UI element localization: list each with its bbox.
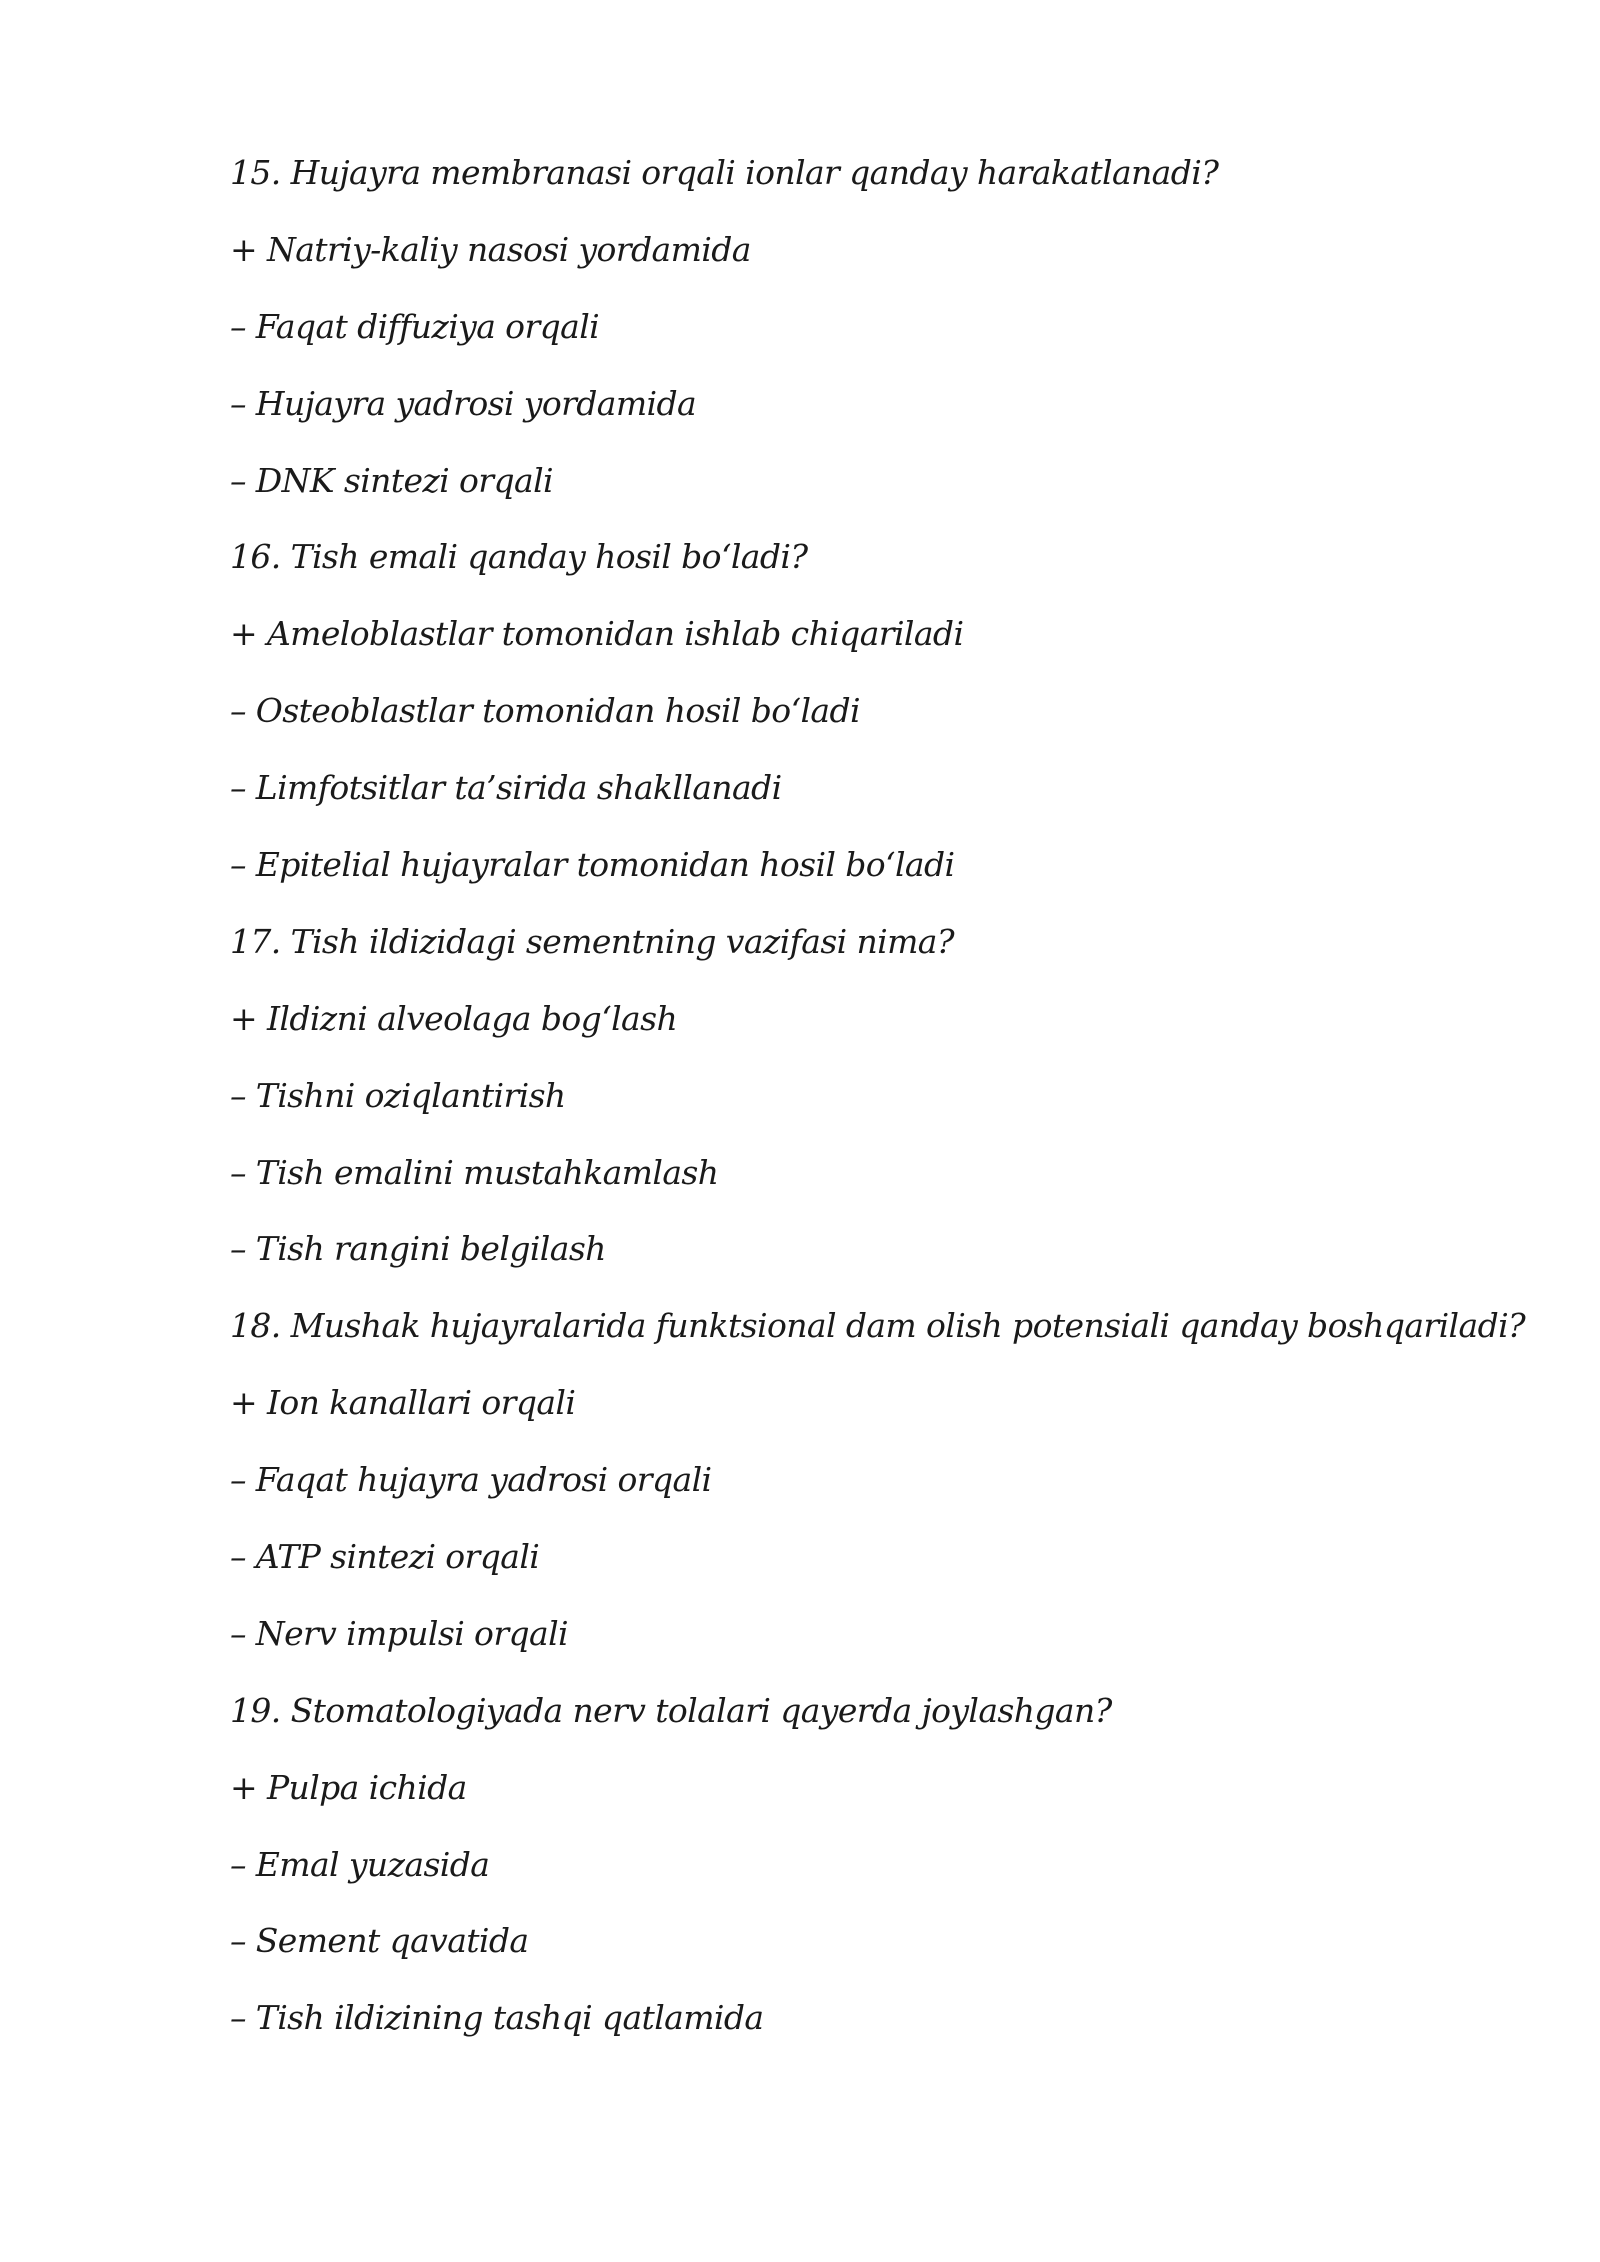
answer-option: + Natriy-kaliy nasosi yordamida bbox=[230, 229, 751, 269]
answer-option: – ATP sintezi orqali bbox=[230, 1537, 540, 1577]
answer-option: + Ildizni alveolaga bogʻlash bbox=[230, 998, 678, 1038]
answer-option: – Tish rangini belgilash bbox=[230, 1229, 606, 1269]
answer-option: – Limfotsitlar ta’sirida shakllanadi bbox=[230, 768, 782, 808]
answer-option: – Emal yuzasida bbox=[230, 1844, 490, 1884]
answer-option: – Faqat diffuziya orqali bbox=[230, 306, 600, 346]
answer-option: – Tishni oziqlantirish bbox=[230, 1075, 566, 1115]
answer-option: – Epitelial hujayralar tomonidan hosil boʻladi bbox=[230, 845, 955, 885]
question-18: 18. Mushak hujayralarida funktsional dam olish potensiali qanday boshqariladi? bbox=[230, 1306, 1526, 1346]
question-19: 19. Stomatologiyada nerv tolalari qayerda joylashgan? bbox=[230, 1690, 1112, 1730]
answer-option: – Hujayra yadrosi yordamida bbox=[230, 383, 697, 423]
answer-option: – Faqat hujayra yadrosi orqali bbox=[230, 1460, 712, 1500]
answer-option: + Pulpa ichida bbox=[230, 1767, 467, 1807]
answer-option: – Osteoblastlar tomonidan hosil boʻladi bbox=[230, 691, 860, 731]
question-list bbox=[230, 148, 1530, 2070]
answer-option: – DNK sintezi orqali bbox=[230, 460, 553, 500]
answer-option: – Tish ildizining tashqi qatlamida bbox=[230, 1998, 764, 2038]
answer-option: – Nerv impulsi orqali bbox=[230, 1613, 569, 1653]
question-17: 17. Tish ildizidagi sementning vazifasi nima? bbox=[230, 921, 954, 961]
question-15: 15. Hujayra membranasi orqali ionlar qanday harakatlanadi? bbox=[230, 153, 1219, 192]
answer-option: + Ion kanallari orqali bbox=[230, 1383, 576, 1423]
answer-option: – Tish emalini mustahkamlash bbox=[230, 1152, 719, 1192]
answer-option: + Ameloblastlar tomonidan ishlab chiqariladi bbox=[230, 614, 964, 654]
question-16: 16. Tish emali qanday hosil boʻladi? bbox=[230, 537, 808, 577]
answer-option: – Sement qavatida bbox=[230, 1921, 529, 1961]
